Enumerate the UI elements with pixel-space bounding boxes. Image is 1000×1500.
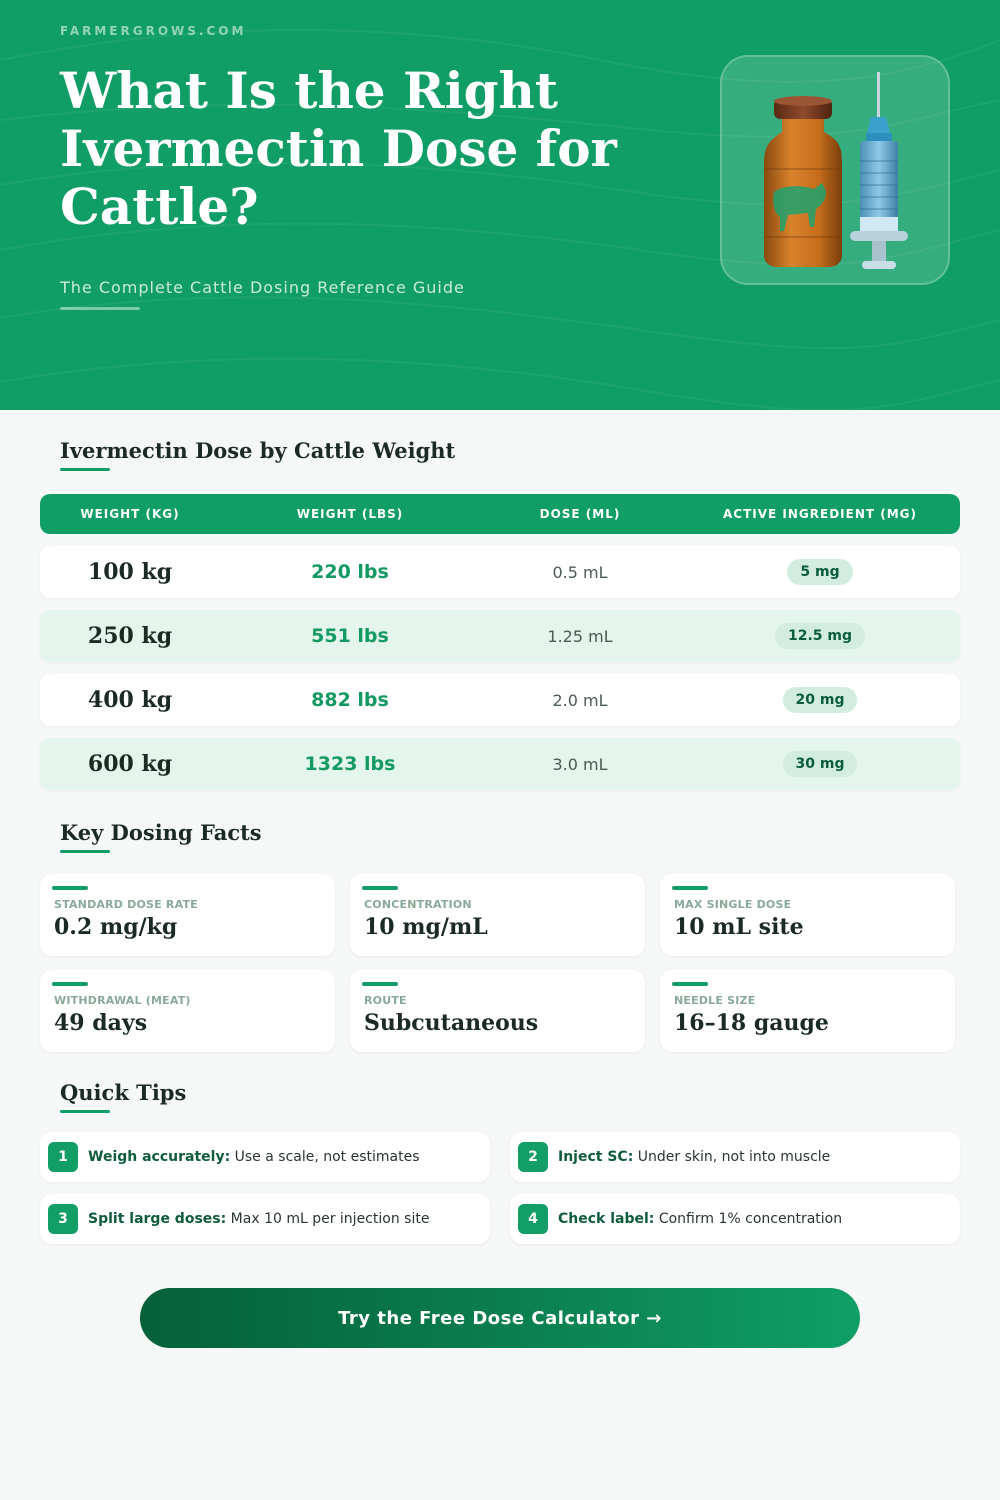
page-title: What Is the Right Ivermectin Dose for Cattle? [60, 61, 617, 236]
fact-label: STANDARD DOSE RATE [54, 898, 198, 911]
tip-text [558, 1149, 830, 1165]
active-mg-cell [680, 623, 960, 649]
tip-heading: Weigh accurately: [88, 1149, 231, 1165]
tip-text [558, 1211, 842, 1227]
weight-kg-cell: 100 kg [87, 559, 173, 585]
accent-bar [52, 886, 88, 890]
dose-table-header [40, 494, 960, 534]
fact-label: WITHDRAWAL (MEAT) [54, 994, 191, 1007]
active-mg-cell [680, 559, 960, 585]
dose-ml-cell: 0.5 mL [552, 562, 608, 582]
dose-calculator-button[interactable]: Try the Free Dose Calculator → [140, 1288, 860, 1348]
fact-label: ROUTE [364, 994, 407, 1007]
dose-table-title: Ivermectin Dose by Cattle Weight [60, 438, 456, 463]
weight-lbs-cell: 220 lbs [311, 561, 389, 583]
table-row [40, 674, 960, 726]
tip-card [40, 1194, 490, 1244]
table-row [40, 546, 960, 598]
fact-label: MAX SINGLE DOSE [674, 898, 792, 911]
tip-body: Use a scale, not estimates [230, 1149, 420, 1165]
subtitle-underline [60, 307, 140, 310]
tip-heading: Split large doses: [88, 1211, 227, 1227]
tip-body: Under skin, not into muscle [633, 1149, 831, 1165]
dose-ml-cell: 2.0 mL [552, 690, 608, 710]
fact-value: 0.2 mg/kg [54, 914, 178, 940]
accent-bar [362, 982, 398, 986]
tip-body: Max 10 mL per injection site [226, 1211, 430, 1227]
column-header-active-mg: ACTIVE INGREDIENT (MG) [723, 507, 917, 521]
tip-number-badge: 1 [48, 1142, 78, 1172]
dose-ml-cell: 1.25 mL [547, 626, 613, 646]
hero-illustration-card [720, 55, 950, 285]
accent-bar [672, 982, 708, 986]
tip-text [88, 1149, 420, 1165]
section-underline [60, 1110, 110, 1113]
fact-card-route [350, 970, 645, 1052]
fact-card-dose-rate [40, 874, 335, 956]
mg-badge: 12.5 mg [775, 623, 865, 649]
fact-card-withdrawal [40, 970, 335, 1052]
accent-bar [672, 886, 708, 890]
tip-number-badge: 2 [518, 1142, 548, 1172]
medicine-vial-and-syringe-icon [722, 57, 952, 287]
dose-ml-cell: 3.0 mL [552, 754, 608, 774]
active-mg-cell [680, 751, 960, 777]
tip-number-badge: 3 [48, 1204, 78, 1234]
active-mg-cell [680, 687, 960, 713]
fact-value: 49 days [54, 1010, 148, 1036]
fact-value: Subcutaneous [364, 1010, 539, 1036]
tip-heading: Inject SC: [558, 1149, 634, 1165]
fact-value: 10 mL site [674, 914, 804, 940]
mg-badge: 30 mg [783, 751, 858, 777]
mg-badge: 5 mg [787, 559, 852, 585]
table-row [40, 738, 960, 790]
fact-value: 16–18 gauge [674, 1010, 829, 1036]
facts-title: Key Dosing Facts [60, 820, 262, 845]
section-underline [60, 850, 110, 853]
column-header-weight-kg: WEIGHT (KG) [80, 507, 180, 521]
fact-card-needle-size [660, 970, 955, 1052]
tip-body: Confirm 1% concentration [654, 1211, 843, 1227]
weight-lbs-cell: 1323 lbs [304, 753, 396, 775]
fact-label: CONCENTRATION [364, 898, 472, 911]
weight-kg-cell: 250 kg [87, 623, 173, 649]
page-subtitle: The Complete Cattle Dosing Reference Guide [60, 278, 465, 297]
fact-card-max-dose [660, 874, 955, 956]
tips-title: Quick Tips [60, 1080, 187, 1105]
mg-badge: 20 mg [783, 687, 858, 713]
fact-value: 10 mg/mL [364, 914, 488, 940]
tip-heading: Check label: [558, 1211, 655, 1227]
tip-number-badge: 4 [518, 1204, 548, 1234]
weight-lbs-cell: 882 lbs [311, 689, 389, 711]
weight-kg-cell: 400 kg [87, 687, 173, 713]
site-brand: FARMERGROWS.COM [60, 24, 247, 38]
tip-card [510, 1132, 960, 1182]
tip-card [510, 1194, 960, 1244]
tip-card [40, 1132, 490, 1182]
fact-card-concentration [350, 874, 645, 956]
hero-banner [0, 0, 1000, 410]
column-header-weight-lbs: WEIGHT (LBS) [296, 507, 404, 521]
table-row [40, 610, 960, 662]
weight-kg-cell: 600 kg [87, 751, 173, 777]
tip-text [88, 1211, 429, 1227]
weight-lbs-cell: 551 lbs [311, 625, 389, 647]
fact-label: NEEDLE SIZE [674, 994, 756, 1007]
section-underline [60, 468, 110, 471]
column-header-dose-ml: DOSE (ML) [539, 507, 621, 521]
accent-bar [362, 886, 398, 890]
accent-bar [52, 982, 88, 986]
